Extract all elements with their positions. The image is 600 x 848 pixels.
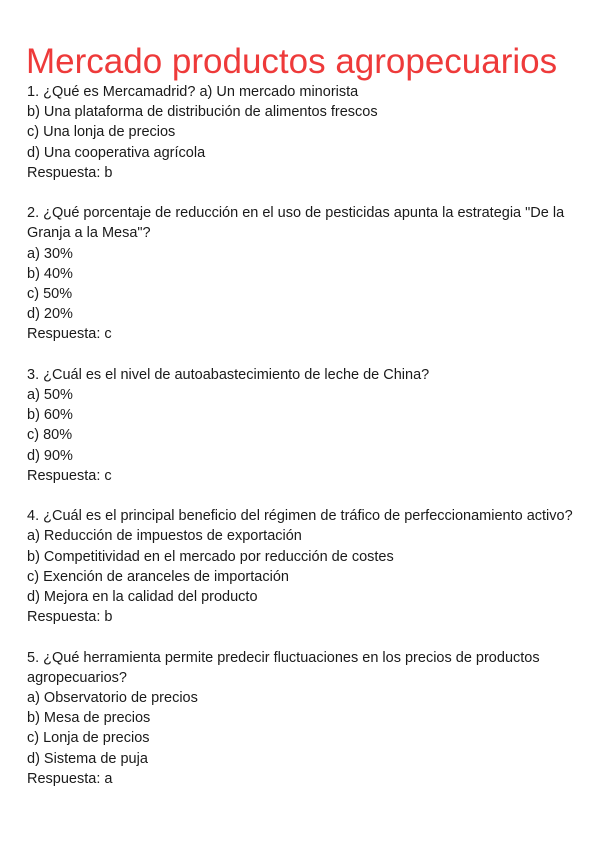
correct-answer: Respuesta: c: [27, 326, 112, 343]
question-3: [27, 365, 575, 486]
answer-option: c) Exención de aranceles de importación: [27, 568, 289, 585]
question-prompt: 1. ¿Qué es Mercamadrid? a) Un mercado minorista: [27, 84, 359, 100]
question-5: [27, 648, 575, 789]
question-prompt: 4. ¿Cuál es el principal beneficio del régimen de tráfico de perfeccionamiento activo?: [27, 508, 573, 525]
correct-answer: Respuesta: b: [27, 609, 113, 626]
answer-option: b) Competitividad en el mercado por reducción de costes: [27, 548, 394, 565]
question-prompt: 5. ¿Qué herramienta permite predecir fluctuaciones en los precios de productos agropecuarios?: [27, 649, 540, 686]
answer-option: b) Una plataforma de distribución de alimentos frescos: [27, 104, 378, 121]
answer-option: c) 80%: [27, 427, 73, 444]
answer-option: c) Lonja de precios: [27, 730, 150, 747]
answer-option: b) Mesa de precios: [27, 710, 151, 727]
correct-answer: Respuesta: c: [27, 467, 112, 484]
answer-option: d) Una cooperativa agrícola: [27, 144, 206, 161]
answer-option: c) 50%: [27, 286, 73, 303]
answer-option: b) 60%: [27, 407, 73, 424]
answer-option: a) Reducción de impuestos de exportación: [27, 528, 302, 545]
page-title: Mercado productos agropecuarios: [26, 42, 558, 82]
answer-option: d) Mejora en la calidad del producto: [27, 589, 258, 606]
answer-option: a) 50%: [27, 387, 73, 404]
answer-option: a) 30%: [27, 245, 73, 262]
answer-option: b) 40%: [27, 265, 73, 282]
answer-option: d) 90%: [27, 447, 73, 464]
answer-option: d) 20%: [27, 306, 73, 323]
question-1: [27, 82, 575, 183]
question-prompt: 2. ¿Qué porcentaje de reducción en el uso de pesticidas apunta la estrategia "De la Granja a la Mesa"?: [27, 205, 565, 242]
question-prompt: 3. ¿Cuál es el nivel de autoabastecimiento de leche de China?: [27, 366, 430, 383]
question-2: [27, 203, 575, 344]
answer-option: d) Sistema de puja: [27, 750, 148, 767]
answer-option: a) Observatorio de precios: [27, 690, 198, 707]
answer-option: c) Una lonja de precios: [27, 124, 176, 141]
correct-answer: Respuesta: b: [27, 164, 113, 181]
quiz-content: [27, 82, 575, 809]
correct-answer: Respuesta: a: [27, 770, 113, 787]
question-4: [27, 506, 575, 627]
